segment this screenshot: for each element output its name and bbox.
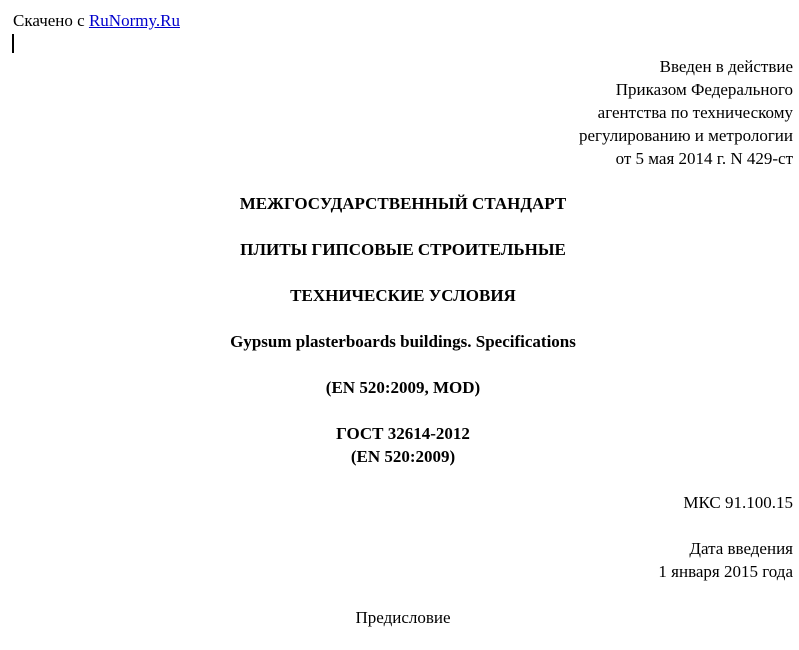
english-title: Gypsum plasterboards buildings. Specifications <box>230 332 576 351</box>
download-prefix: Скачено с <box>13 11 85 30</box>
foreword-heading: Предисловие <box>355 608 451 627</box>
text-cursor <box>12 34 14 53</box>
enactment-block <box>579 55 793 170</box>
standard-spec-title: ТЕХНИЧЕСКИЕ УСЛОВИЯ <box>290 286 516 305</box>
gost-number: ГОСТ 32614-2012 <box>336 424 470 443</box>
mks-code: МКС 91.100.15 <box>683 493 793 512</box>
enactment-line: Приказом Федерального <box>615 80 793 99</box>
standard-type-title: МЕЖГОСУДАРСТВЕННЫЙ СТАНДАРТ <box>239 194 567 213</box>
enactment-line: агентства по техническому <box>597 103 793 122</box>
enactment-line: от 5 мая 2014 г. N 429-ст <box>615 149 793 168</box>
enactment-line: регулированию и метрологии <box>578 126 793 145</box>
modification-note: (EN 520:2009, MOD) <box>325 378 481 397</box>
effective-date-value: 1 января 2015 года <box>658 562 793 581</box>
gost-en-reference: (EN 520:2009) <box>350 447 456 466</box>
effective-date-label: Дата введения <box>689 539 793 558</box>
standard-subject-title: ПЛИТЫ ГИПСОВЫЕ СТРОИТЕЛЬНЫЕ <box>240 240 566 259</box>
download-source-line <box>13 9 180 32</box>
runormy-link[interactable]: RuNormy.Ru <box>88 11 180 30</box>
enactment-line: Введен в действие <box>659 57 793 76</box>
